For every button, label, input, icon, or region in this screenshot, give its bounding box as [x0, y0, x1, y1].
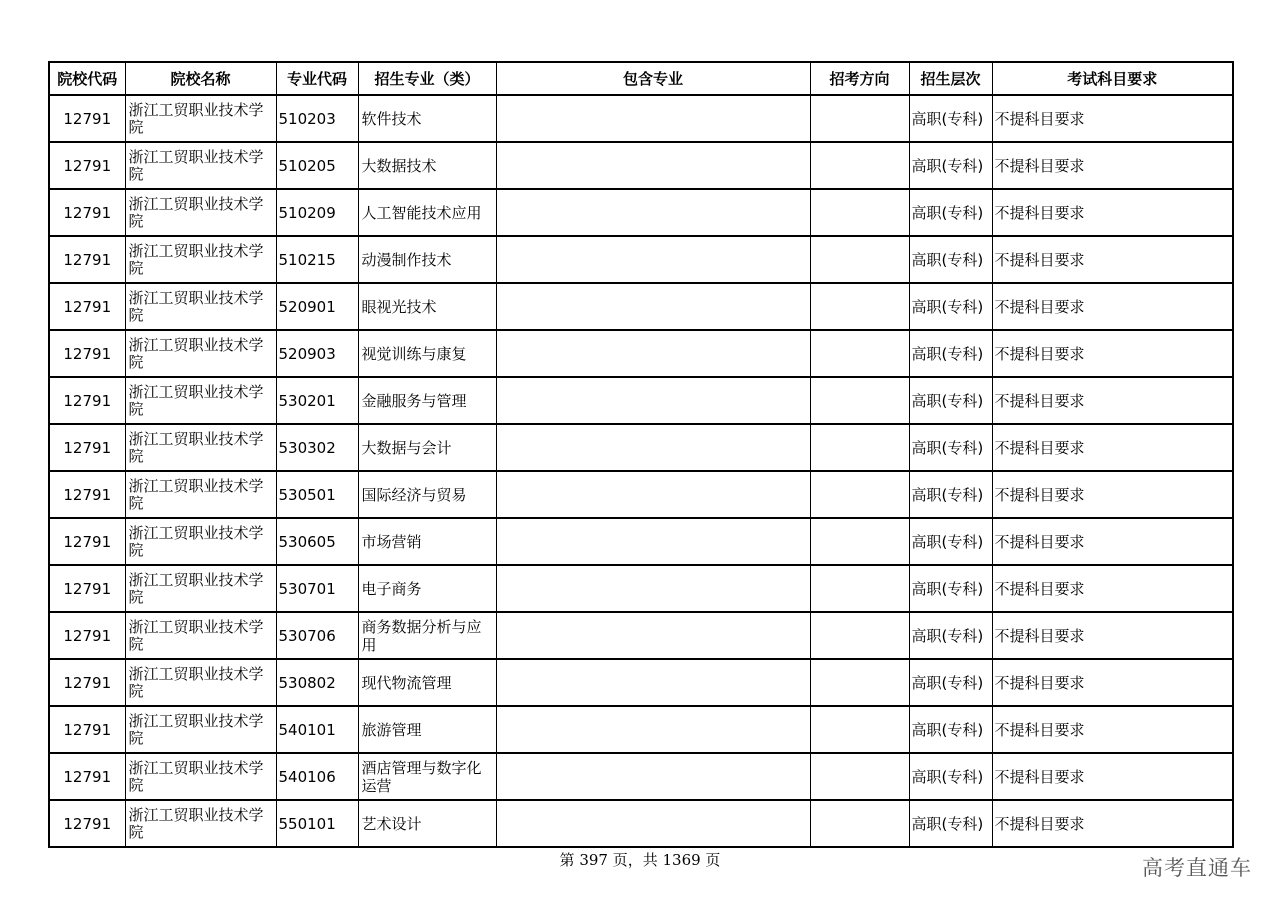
cell-major: 市场营销: [358, 518, 496, 565]
table-row: [49, 753, 1233, 800]
cell-school-code: 12791: [49, 518, 125, 565]
header-major-code: 专业代码: [276, 62, 358, 95]
cell-level: 高职(专科): [909, 612, 992, 659]
cell-school-code: 12791: [49, 659, 125, 706]
cell-school-name: 浙江工贸职业技术学院: [125, 330, 276, 377]
cell-direction: [810, 330, 909, 377]
cell-included-majors: [496, 471, 810, 518]
cell-school-code: 12791: [49, 800, 125, 847]
cell-requirement: 不提科目要求: [992, 706, 1233, 753]
cell-major-code: 530201: [276, 377, 358, 424]
cell-requirement: 不提科目要求: [992, 236, 1233, 283]
cell-major-code: 510215: [276, 236, 358, 283]
cell-school-name: 浙江工贸职业技术学院: [125, 612, 276, 659]
cell-school-code: 12791: [49, 753, 125, 800]
cell-school-code: 12791: [49, 95, 125, 142]
table-row: [49, 377, 1233, 424]
cell-school-name: 浙江工贸职业技术学院: [125, 565, 276, 612]
header-requirement: 考试科目要求: [992, 62, 1233, 95]
cell-requirement: 不提科目要求: [992, 612, 1233, 659]
cell-requirement: 不提科目要求: [992, 142, 1233, 189]
cell-school-name: 浙江工贸职业技术学院: [125, 189, 276, 236]
cell-requirement: 不提科目要求: [992, 283, 1233, 330]
cell-included-majors: [496, 330, 810, 377]
cell-level: 高职(专科): [909, 377, 992, 424]
cell-level: 高职(专科): [909, 800, 992, 847]
table-row: [49, 95, 1233, 142]
cell-included-majors: [496, 612, 810, 659]
cell-school-name: 浙江工贸职业技术学院: [125, 377, 276, 424]
cell-major: 电子商务: [358, 565, 496, 612]
table-row: [49, 565, 1233, 612]
cell-major-code: 530706: [276, 612, 358, 659]
cell-direction: [810, 189, 909, 236]
cell-school-code: 12791: [49, 612, 125, 659]
cell-major-code: 510209: [276, 189, 358, 236]
cell-direction: [810, 377, 909, 424]
cell-direction: [810, 753, 909, 800]
cell-major: 现代物流管理: [358, 659, 496, 706]
cell-major: 旅游管理: [358, 706, 496, 753]
cell-school-name: 浙江工贸职业技术学院: [125, 283, 276, 330]
table-row: [49, 800, 1233, 847]
cell-major: 软件技术: [358, 95, 496, 142]
cell-direction: [810, 283, 909, 330]
cell-included-majors: [496, 95, 810, 142]
cell-included-majors: [496, 753, 810, 800]
cell-included-majors: [496, 283, 810, 330]
table-row: [49, 706, 1233, 753]
cell-included-majors: [496, 189, 810, 236]
header-major: 招生专业（类）: [358, 62, 496, 95]
cell-major-code: 530501: [276, 471, 358, 518]
cell-major: 商务数据分析与应用: [358, 612, 496, 659]
cell-major: 视觉训练与康复: [358, 330, 496, 377]
cell-level: 高职(专科): [909, 283, 992, 330]
watermark-logo: 高考直通车: [1142, 856, 1252, 880]
cell-school-name: 浙江工贸职业技术学院: [125, 471, 276, 518]
cell-requirement: 不提科目要求: [992, 471, 1233, 518]
table-row: [49, 612, 1233, 659]
cell-school-code: 12791: [49, 236, 125, 283]
cell-major-code: 530302: [276, 424, 358, 471]
cell-major-code: 540101: [276, 706, 358, 753]
table-row: [49, 189, 1233, 236]
cell-direction: [810, 471, 909, 518]
cell-major: 国际经济与贸易: [358, 471, 496, 518]
cell-direction: [810, 95, 909, 142]
table-row: [49, 518, 1233, 565]
cell-school-name: 浙江工贸职业技术学院: [125, 753, 276, 800]
cell-school-name: 浙江工贸职业技术学院: [125, 424, 276, 471]
cell-requirement: 不提科目要求: [992, 753, 1233, 800]
header-direction: 招考方向: [810, 62, 909, 95]
cell-school-name: 浙江工贸职业技术学院: [125, 236, 276, 283]
table-body: [49, 95, 1233, 847]
header-included-majors: 包含专业: [496, 62, 810, 95]
cell-included-majors: [496, 659, 810, 706]
cell-direction: [810, 659, 909, 706]
header-school-name: 院校名称: [125, 62, 276, 95]
cell-level: 高职(专科): [909, 518, 992, 565]
cell-school-code: 12791: [49, 706, 125, 753]
cell-level: 高职(专科): [909, 236, 992, 283]
cell-requirement: 不提科目要求: [992, 424, 1233, 471]
header-school-code: 院校代码: [49, 62, 125, 95]
table-row: [49, 330, 1233, 377]
cell-major-code: 540106: [276, 753, 358, 800]
cell-requirement: 不提科目要求: [992, 565, 1233, 612]
cell-direction: [810, 800, 909, 847]
table-row: [49, 283, 1233, 330]
table-row: [49, 236, 1233, 283]
cell-school-name: 浙江工贸职业技术学院: [125, 518, 276, 565]
cell-school-code: 12791: [49, 377, 125, 424]
cell-major: 眼视光技术: [358, 283, 496, 330]
cell-requirement: 不提科目要求: [992, 95, 1233, 142]
cell-major-code: 550101: [276, 800, 358, 847]
cell-school-code: 12791: [49, 142, 125, 189]
header-level: 招生层次: [909, 62, 992, 95]
cell-included-majors: [496, 706, 810, 753]
cell-requirement: 不提科目要求: [992, 518, 1233, 565]
cell-requirement: 不提科目要求: [992, 800, 1233, 847]
cell-included-majors: [496, 236, 810, 283]
cell-requirement: 不提科目要求: [992, 659, 1233, 706]
cell-direction: [810, 424, 909, 471]
cell-level: 高职(专科): [909, 753, 992, 800]
cell-level: 高职(专科): [909, 142, 992, 189]
cell-level: 高职(专科): [909, 95, 992, 142]
cell-school-code: 12791: [49, 189, 125, 236]
table-row: [49, 471, 1233, 518]
cell-direction: [810, 706, 909, 753]
cell-included-majors: [496, 800, 810, 847]
cell-major: 动漫制作技术: [358, 236, 496, 283]
cell-level: 高职(专科): [909, 565, 992, 612]
cell-school-name: 浙江工贸职业技术学院: [125, 95, 276, 142]
cell-major-code: 520901: [276, 283, 358, 330]
cell-major: 人工智能技术应用: [358, 189, 496, 236]
cell-included-majors: [496, 518, 810, 565]
table-row: [49, 424, 1233, 471]
cell-major: 金融服务与管理: [358, 377, 496, 424]
cell-included-majors: [496, 424, 810, 471]
table-row: [49, 659, 1233, 706]
cell-school-code: 12791: [49, 565, 125, 612]
cell-level: 高职(专科): [909, 706, 992, 753]
cell-school-code: 12791: [49, 283, 125, 330]
cell-direction: [810, 612, 909, 659]
cell-major-code: 530605: [276, 518, 358, 565]
cell-major-code: 510203: [276, 95, 358, 142]
cell-level: 高职(专科): [909, 659, 992, 706]
cell-direction: [810, 142, 909, 189]
cell-included-majors: [496, 565, 810, 612]
table-row: [49, 142, 1233, 189]
cell-major-code: 530701: [276, 565, 358, 612]
cell-major: 大数据技术: [358, 142, 496, 189]
cell-major-code: 520903: [276, 330, 358, 377]
cell-included-majors: [496, 142, 810, 189]
cell-school-code: 12791: [49, 471, 125, 518]
cell-level: 高职(专科): [909, 330, 992, 377]
cell-major: 大数据与会计: [358, 424, 496, 471]
header-row: [49, 62, 1233, 95]
cell-school-name: 浙江工贸职业技术学院: [125, 659, 276, 706]
cell-requirement: 不提科目要求: [992, 189, 1233, 236]
cell-level: 高职(专科): [909, 424, 992, 471]
cell-major: 酒店管理与数字化运营: [358, 753, 496, 800]
cell-requirement: 不提科目要求: [992, 377, 1233, 424]
cell-requirement: 不提科目要求: [992, 330, 1233, 377]
cell-direction: [810, 236, 909, 283]
cell-major-code: 510205: [276, 142, 358, 189]
cell-school-name: 浙江工贸职业技术学院: [125, 800, 276, 847]
admission-table: [48, 61, 1234, 848]
cell-direction: [810, 565, 909, 612]
cell-included-majors: [496, 377, 810, 424]
cell-school-code: 12791: [49, 424, 125, 471]
cell-school-code: 12791: [49, 330, 125, 377]
cell-school-name: 浙江工贸职业技术学院: [125, 142, 276, 189]
table-header: [49, 62, 1233, 95]
admission-table-container: [48, 61, 1232, 848]
cell-major-code: 530802: [276, 659, 358, 706]
page-number: 第 397 页，共 1369 页: [559, 851, 721, 869]
cell-level: 高职(专科): [909, 471, 992, 518]
cell-level: 高职(专科): [909, 189, 992, 236]
cell-school-name: 浙江工贸职业技术学院: [125, 706, 276, 753]
cell-direction: [810, 518, 909, 565]
cell-major: 艺术设计: [358, 800, 496, 847]
